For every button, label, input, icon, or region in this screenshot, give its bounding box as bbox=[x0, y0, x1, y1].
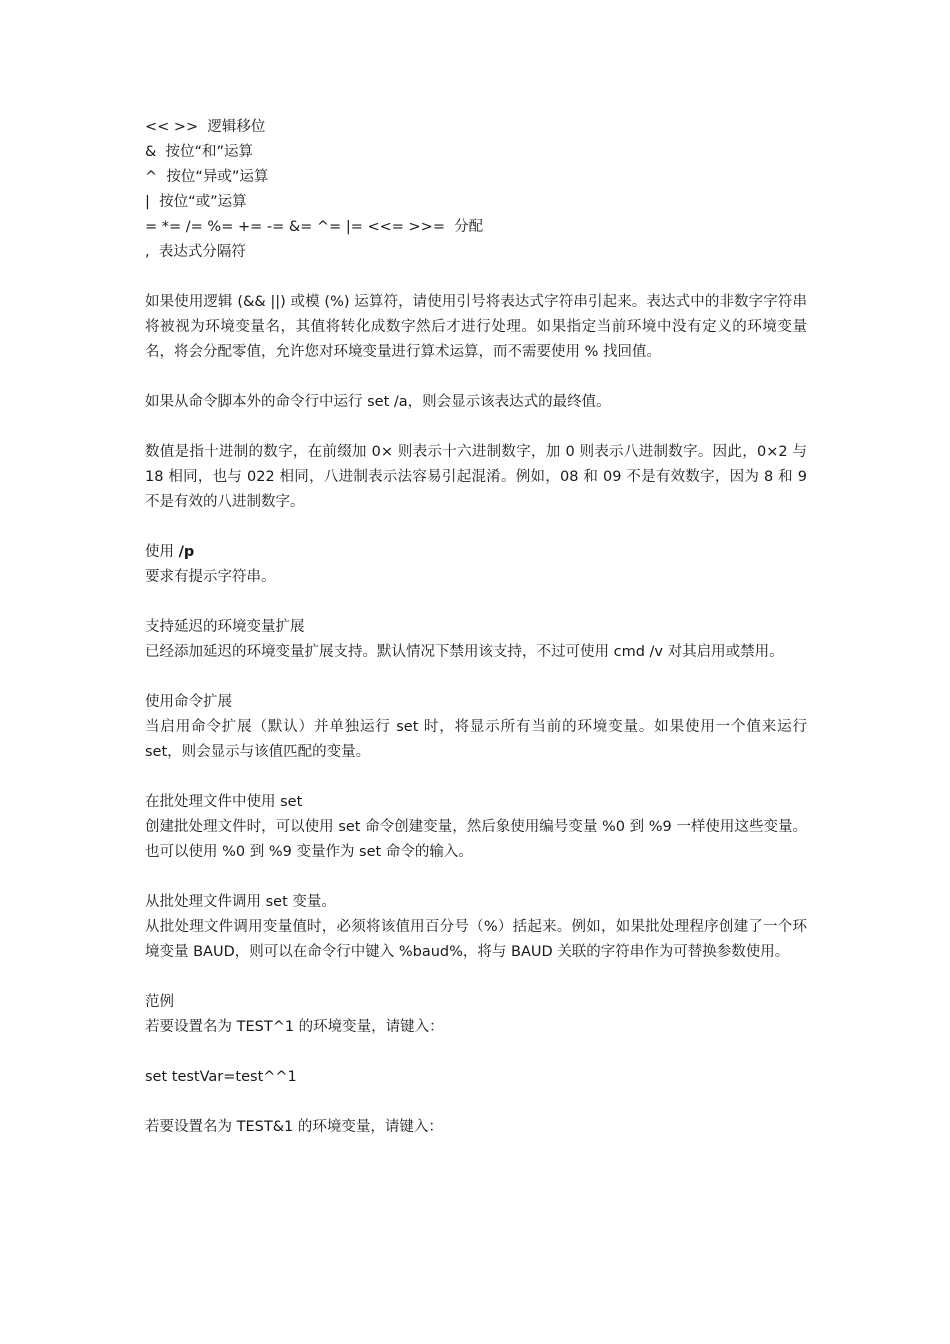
spacer bbox=[145, 590, 807, 615]
section-delayed-body: 已经添加延迟的环境变量扩展支持。默认情况下禁用该支持，不过可使用 cmd /v 对其启用或禁用。 bbox=[145, 644, 784, 660]
spacer bbox=[145, 665, 807, 690]
example-intro-2: 若要设置名为 TEST&1 的环境变量，请键入： bbox=[145, 1119, 443, 1135]
paragraph-set-a: 如果从命令脚本外的命令行中运行 set /a，则会显示该表达式的最终值。 bbox=[145, 394, 611, 410]
example-code-1: set testVar=test^^1 bbox=[145, 1069, 297, 1085]
operator-xor: ^ 按位“异或”运算 bbox=[145, 169, 269, 185]
section-p-prefix: 使用 bbox=[145, 544, 179, 560]
document-body bbox=[145, 115, 807, 1140]
operator-shift: << >> 逻辑移位 bbox=[145, 119, 266, 135]
spacer bbox=[145, 865, 807, 890]
spacer bbox=[145, 1090, 807, 1115]
section-p-heading bbox=[145, 540, 807, 565]
paragraph-numbers: 数值是指十进制的数字，在前缀加 0× 则表示十六进制数字，加 0 则表示八进制数字。因此，0×2 与 18 相同，也与 022 相同，八进制表示法容易引起混淆。例如，08 和 09 不是有效数字，因为 8 和 9 不是有效的八进制数字。 bbox=[145, 444, 807, 510]
example-intro-1: 若要设置名为 TEST^1 的环境变量，请键入： bbox=[145, 1019, 444, 1035]
section-extensions-heading: 使用命令扩展 bbox=[145, 694, 232, 710]
spacer bbox=[145, 265, 807, 290]
operator-and: & 按位“和”运算 bbox=[145, 144, 254, 160]
spacer bbox=[145, 1040, 807, 1065]
section-call-heading: 从批处理文件调用 set 变量。 bbox=[145, 894, 336, 910]
section-extensions-body: 当启用命令扩展（默认）并单独运行 set 时，将显示所有当前的环境变量。如果使用一个值来运行 set，则会显示与该值匹配的变量。 bbox=[145, 719, 807, 760]
section-p-body: 要求有提示字符串。 bbox=[145, 569, 276, 585]
section-p-flag: /p bbox=[178, 544, 195, 560]
spacer bbox=[145, 765, 807, 790]
spacer bbox=[145, 365, 807, 390]
operator-separator: , 表达式分隔符 bbox=[145, 244, 246, 260]
spacer bbox=[145, 415, 807, 440]
operator-or: | 按位“或”运算 bbox=[145, 194, 247, 210]
operator-assign: = *= /= %= += -= &= ^= |= <<= >>= 分配 bbox=[145, 219, 484, 235]
section-batch-body: 创建批处理文件时，可以使用 set 命令创建变量，然后象使用编号变量 %0 到 %9 一样使用这些变量。也可以使用 %0 到 %9 变量作为 set 命令的输入。 bbox=[145, 819, 807, 860]
section-delayed-heading: 支持延迟的环境变量扩展 bbox=[145, 619, 305, 635]
section-batch-heading: 在批处理文件中使用 set bbox=[145, 794, 303, 810]
paragraph-logic-quote: 如果使用逻辑 (&& ||) 或模 (%) 运算符，请使用引号将表达式字符串引起来。表达式中的非数字字符串将被视为环境变量名，其值将转化成数字然后才进行处理。如果指定当前环境中没有定义的环境变量名，将会分配零值，允许您对环境变量进行算术运算，而不需要使用 % 找回值。 bbox=[145, 294, 807, 360]
section-call-body: 从批处理文件调用变量值时，必须将该值用百分号（%）括起来。例如，如果批处理程序创建了一个环境变量 BAUD，则可以在命令行中键入 %baud%，将与 BAUD 关联的字符串作为可替换参数使用。 bbox=[145, 919, 807, 960]
spacer bbox=[145, 965, 807, 990]
spacer bbox=[145, 515, 807, 540]
section-examples-heading: 范例 bbox=[145, 994, 174, 1010]
